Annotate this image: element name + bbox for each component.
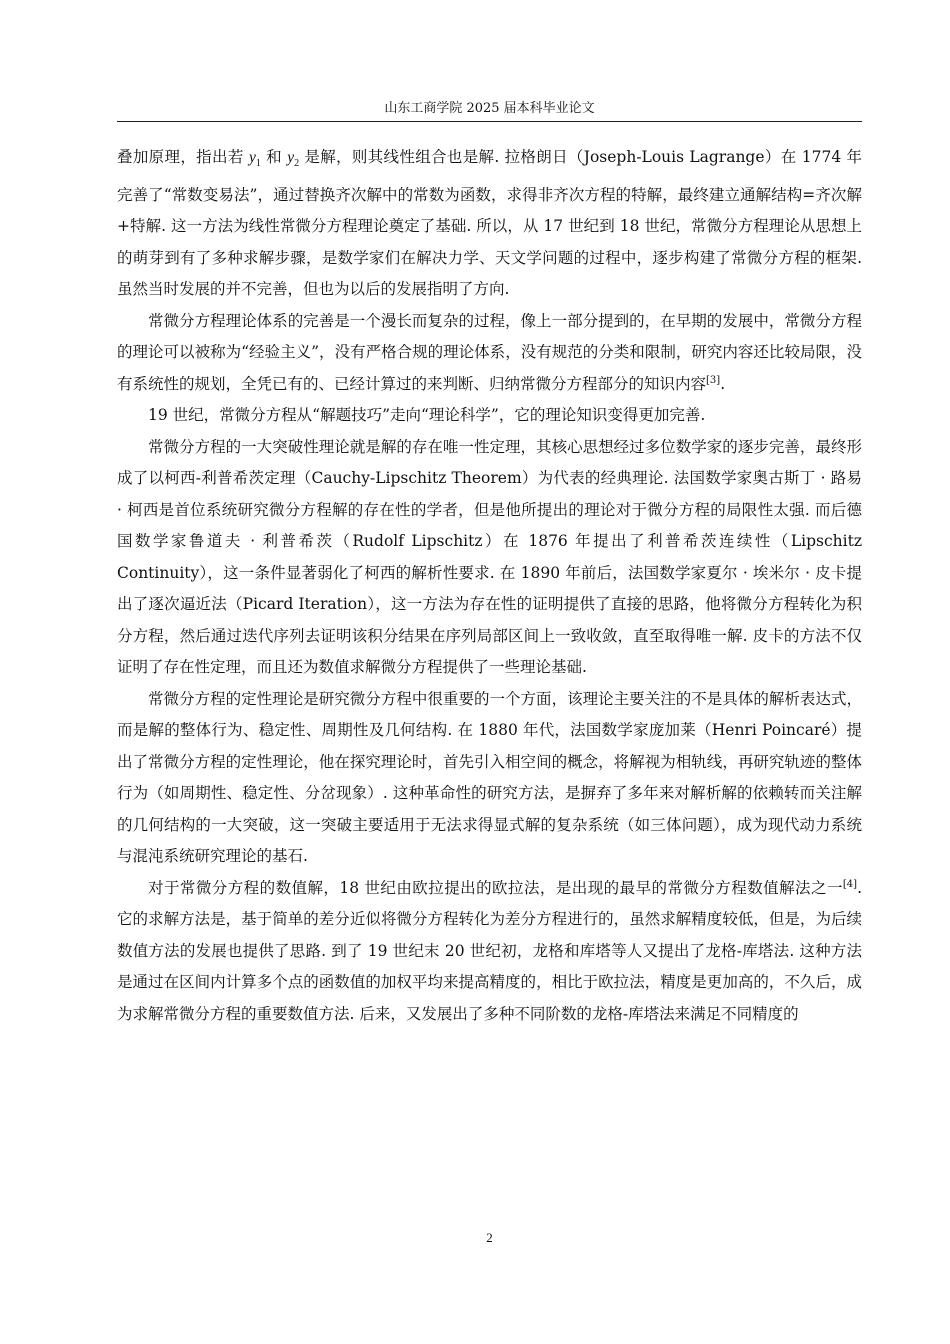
paragraph — [117, 873, 862, 1031]
text-run: 是解，则其线性组合也是解. 拉格朗日（Joseph-Louis Lagrange）在 1774 年完善了“常数变易法”，通过替换齐次解中的常数为函数，求得非齐次方程的特解，最终建立通解结构=齐次解+特解. 这一方法为线性常微分方程理论奠定了基础. 所以，从 17 世纪到 18 世纪，常微分方程理论从思想上的萌芽到有了多种求解步骤，是数学家们在解决力学、天文学问题的过程中，逐步构建了常微分方程的框架. 虽然当时发展的并不完善，但也为以后的发展指明了方向. — [117, 148, 862, 299]
math-variable — [248, 149, 261, 170]
text-run: 常微分方程理论体系的完善是一个漫长而复杂的过程，像上一部分提到的，在早期的发展中，常微分方程的理论可以被称为“经验主义”，没有严格合规的理论体系，没有规范的分类和限制，研究内容还比较局限，没有系统性的规划，全凭已有的、已经计算过的来判断、归纳常微分方程部分的知识内容 — [117, 311, 862, 393]
math-base: y — [248, 149, 256, 166]
paragraph — [117, 142, 862, 306]
paragraph — [117, 400, 862, 432]
text-run: 19 世纪，常微分方程从“解题技巧”走向“理论科学”，它的理论知识变得更加完善. — [148, 406, 706, 425]
body-text — [117, 142, 862, 1030]
running-header: 山东工商学院 2025 届本科毕业论文 — [384, 101, 595, 116]
paragraph — [117, 306, 862, 401]
text-run: 常微分方程的定性理论是研究微分方程中很重要的一个方面，该理论主要关注的不是具体的解析表达式，而是解的整体行为、稳定性、周期性及几何结构. 在 1880 年代，法国数学家庞加莱（Henri Poincaré）提出了常微分方程的定性理论，他在探究理论时，首先引入相空间的概念，将解视为相轨线，再研究轨迹的整体行为（如周期性、稳定性、分岔现象）. 这种革命性的研究方法，是摒弃了多年来对解析解的依赖转而关注解的几何结构的一大突破，这一突破主要适用于无法求得显式解的复杂系统（如三体问题），成为现代动力系统与混沌系统研究理论的基石. — [117, 689, 862, 866]
text-run: 叠加原理，指出若 — [117, 148, 249, 166]
text-run: 常微分方程的一大突破性理论就是解的存在唯一性定理，其核心思想经过多位数学家的逐步完善，最终形成了以柯西-利普希茨定理（Cauchy-Lipschitz Theorem）为代表的经典理论. 法国数学家奥古斯丁 · 路易 · 柯西是首位系统研究微分方程解的存在性的学者，但是他所提出的理论对于微分方程的局限性太强. 而后德国数学家鲁道夫 · 利普希茨（Rudolf Lipschitz）在 1876 年提出了利普希茨连续性（Lipschitz Continuity），这一条件显著弱化了柯西的解析性要求. 在 1890 年前后，法国数学家夏尔 · 埃米尔 · 皮卡提出了逐次逼近法（Picard Iteration），这一方法为存在性的证明提供了直接的思路，他将微分方程转化为积分方程，然后通过迭代序列去证明该积分结果在序列局部区间上一致收敛，直至取得唯一解. 皮卡的方法不仅证明了存在性定理，而且还为数值求解微分方程提供了一些理论基础. — [117, 437, 862, 677]
text-run: 对于常微分方程的数值解，18 世纪由欧拉提出的欧拉法，是出现的最早的常微分方程数值解法之一 — [148, 878, 843, 897]
citation: [4] — [842, 878, 858, 890]
page-number: 2 — [486, 1230, 493, 1245]
text-run: . 它的求解方法是，基于简单的差分近似将微分方程转化为差分方程进行的，虽然求解精度较低，但是，为后续数值方法的发展也提供了思路. 到了 19 世纪末 20 世纪初，龙格和库塔等人又提出了龙格-库塔法. 这种方法是通过在区间内计算多个点的函数值的加权平均来提高精度的，相比于欧拉法，精度是更加高的，不久后，成为求解常微分方程的重要数值方法. 后来，又发展出了多种不同阶数的龙格-库塔法来满足不同精度的 — [117, 878, 862, 1023]
math-base: y — [287, 149, 295, 166]
paragraph — [117, 684, 862, 873]
header-rule — [117, 121, 862, 122]
text-run: . — [720, 374, 726, 393]
citation: [3] — [706, 374, 721, 386]
text-run: 和 — [260, 148, 288, 166]
math-subscript: 2 — [294, 158, 300, 170]
paragraph — [117, 432, 862, 684]
math-subscript: 1 — [255, 158, 261, 170]
math-variable — [287, 149, 300, 170]
